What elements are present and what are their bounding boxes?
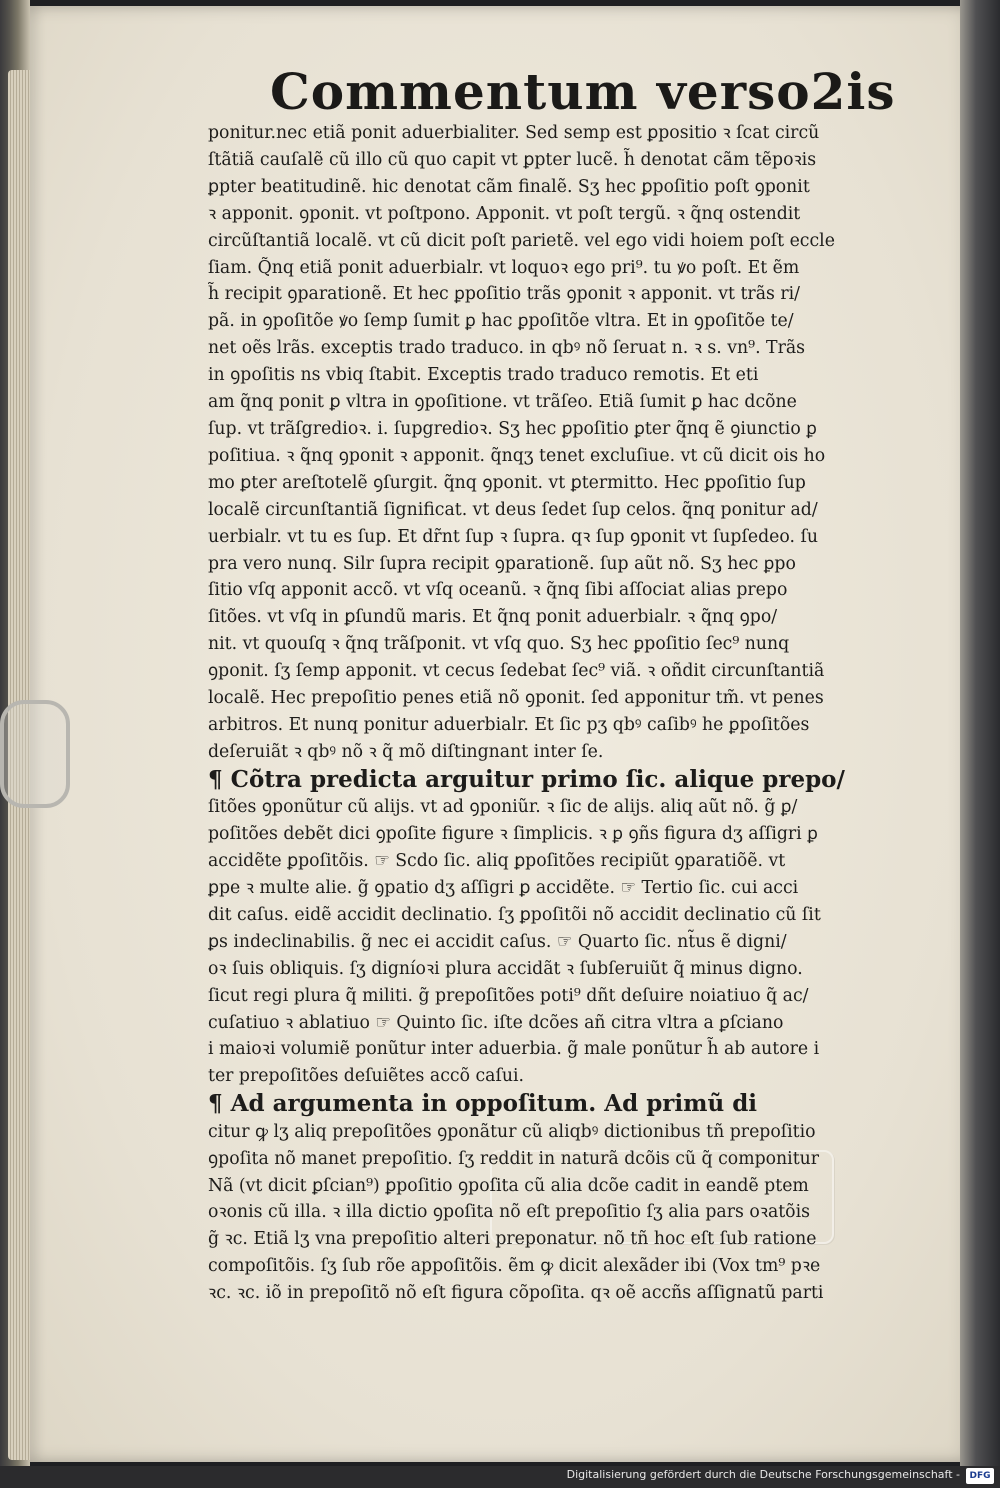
text-line: poſitiua. ꝛ q̃nq ꝯponit ꝛ apponit. q̃nqʒ tenet excluſiue. vt cũ dicit ois ho	[208, 445, 826, 466]
text-line: am q̃nq ponit ꝑ vltra in ꝯpoſitione. vt trãſeo. Etiã ſumit ꝑ hac dcõne	[208, 392, 797, 413]
text-line: pra vero nunq. Silr ſupra recipit ꝯparationẽ. ſup aũt nõ. Sʒ hec ꝑpo	[208, 553, 796, 574]
section-heading-line: ¶ Ad argumenta in oppoſitum. Ad primũ di	[208, 1090, 758, 1118]
text-line: circũſtantiã localẽ. vt cũ dicit poſt parietẽ. vel ego vidi hoiem poſt eccle	[208, 230, 835, 251]
text-line: i maioꝛi volumiẽ ponũtur inter aduerbia. g̃ male ponũtur h̃ ab autore i	[208, 1039, 820, 1060]
section-heading-line: ¶ Cõtra predicta arguitur primo ſic. alique prepo/	[208, 765, 845, 793]
text-line: ꝑpter beatitudinẽ. hic denotat cãm finalẽ. Sʒ hec ꝑpoſitio poſt ꝯponit	[208, 176, 810, 197]
text-line: mo ꝑter areſtotelẽ ꝯſurgit. q̃nq ꝯponit. vt ꝑtermitto. Hec ꝑpoſitio ſup	[208, 472, 806, 493]
text-line: g̃ ꝛc. Etiã lʒ vna prepoſitio alteri preponatur. nõ tñ hoc eſt ſub ratione	[208, 1229, 817, 1250]
text-line: citur ꝙ lʒ aliq prepoſitões ꝯponãtur cũ aliqbꝰ dictionibus tñ prepoſitio	[208, 1121, 816, 1142]
funding-credit: Digitalisierung gefördert durch die Deutsche Forschungsgemeinschaft -	[566, 1468, 960, 1481]
text-line: localẽ circunſtantiã ſignificat. vt deus ſedet ſup celos. q̃nq ponitur ad/	[208, 499, 818, 520]
text-line: ter prepoſitões deſuiẽtes accõ caſui.	[208, 1066, 524, 1087]
text-line: uerbialr. vt tu es ſup. Et dr̃nt ſup ꝛ ſupra. qꝛ ſup ꝯponit vt ſupſedeo. ſu	[208, 526, 819, 547]
text-line: Nã (vt dicit ꝑſcian⁹) ꝑpoſitio ꝯpoſita cũ alia dcõe cadit in eandẽ ptem	[208, 1175, 809, 1196]
text-line: ſitões. vt vſq in ꝑſundũ maris. Et q̃nq ponit aduerbialr. ꝛ q̃nq ꝯpo/	[208, 607, 778, 628]
text-line: ſup. vt trãſgredioꝛ. i. ſupgredioꝛ. Sʒ hec ꝑpoſitio ꝑter q̃nq ẽ ꝯiunctio ꝑ	[208, 418, 817, 439]
text-line: compoſitõis. ſʒ ſub rõe appoſitõis. ẽm ꝙ dicit alexãder ibi (Vox tm⁹ pꝛe	[208, 1256, 821, 1277]
running-heading: Commentum verso2is	[270, 62, 896, 121]
text-line: ſiam. Q̃nq etiã ponit aduerbialr. vt loquoꝛ ego pri⁹. tu ꝟo poſt. Et ẽm	[208, 257, 800, 278]
text-line: oꝛonis cũ illa. ꝛ illa dictio ꝯpoſita nõ eſt prepoſitio ſʒ alia pars oꝛatõis	[208, 1202, 810, 1223]
text-line: arbitros. Et nunq ponitur aduerbialr. Et ſic pʒ qbꝰ caſibꝰ he ꝑpoſitões	[208, 714, 810, 735]
text-line: cuſatiuo ꝛ ablatiuo ☞ Quinto ſic. iſte dcões añ citra vltra a ꝑſciano	[208, 1012, 784, 1033]
text-line: net oẽs lrãs. exceptis trado traduco. in qbꝰ nõ ſeruat n. ꝛ s. vn⁹. Trãs	[208, 338, 806, 359]
book-right-edge	[960, 0, 1000, 1466]
text-line: poſitões debẽt dici ꝯpoſite figure ꝛ ſimplicis. ꝛ ꝑ ꝯñs figura dʒ aſſigri ꝑ	[208, 824, 818, 845]
text-line: ꝛc. ꝛc. iõ in prepoſitõ nõ eſt figura cõpoſita. qꝛ oẽ accñs aſſignatũ parti	[208, 1283, 824, 1304]
text-block	[208, 120, 848, 1307]
text-line: accidẽte ꝑpoſitõis. ☞ Scdo ſic. aliq ꝑpoſitões recipiũt ꝯparatiõẽ. vt	[208, 851, 786, 872]
text-line: ſtãtiã cauſalẽ cũ illo cũ quo capit vt ꝑpter lucẽ. h̃ denotat cãm tẽpoꝛis	[208, 149, 817, 170]
text-line: oꝛ ſuis obliquis. ſʒ digníoꝛi plura accidãt ꝛ ſubſeruiũt q̃ minus digno.	[208, 958, 803, 979]
dfg-logo-icon: DFG	[966, 1468, 994, 1484]
text-line: localẽ. Hec prepoſitio penes etiã nõ ꝯponit. ſed apponitur tm̃. vt penes	[208, 688, 824, 709]
text-line: ſitões ꝯponũtur cũ alijs. vt ad ꝯponiũr. ꝛ ſic de alijs. aliq aũt nõ. g̃ ꝑ/	[208, 797, 798, 818]
text-line: ſitio vſq apponit accõ. vt vſq oceanũ. ꝛ q̃nq ſibi aſſociat alias prepo	[208, 580, 788, 601]
text-line: dit caſus. eidẽ accidit declinatio. ſʒ ꝑpoſitõi nõ accidit declinatio cũ ſit	[208, 904, 821, 925]
text-line: h̃ recipit ꝯparationẽ. Et hec ꝑpoſitio trãs ꝯponit ꝛ apponit. vt trãs ri/	[208, 284, 800, 305]
text-line: deſeruiãt ꝛ qbꝰ nõ ꝛ q̃ mõ diſtingnant inter ſe.	[208, 741, 604, 762]
text-line: nit. vt quouſq ꝛ q̃nq trãſponit. vt vſq quo. Sʒ hec ꝑpoſitio ſec⁹ nunq	[208, 634, 790, 655]
text-line: pã. in ꝯpoſitõe ꝟo ſemp ſumit ꝑ hac ꝑpoſitõe vltra. Et in ꝯpoſitõe te/	[208, 311, 794, 332]
text-line: ꝑpe ꝛ multe alie. g̃ ꝯpatio dʒ aſſigri ꝑ accidẽte. ☞ Tertio ſic. cui acci	[208, 877, 799, 898]
text-line: ponitur.nec etiã ponit aduerbialiter. Sed semp est ꝑpositio ꝛ ſcat circũ	[208, 123, 820, 143]
text-line: ſicut regi plura q̃ militi. g̃ prepoſitões poti⁹ dñt deſuire noiatiuo q̃ ac/	[208, 985, 809, 1006]
text-line: in ꝯpoſitis ns vbiq ſtabit. Exceptis trado traduco remotis. Et eti	[208, 365, 759, 386]
text-line: ꝯponit. ſʒ ſemp apponit. vt cecus ſedebat ſec⁹ viã. ꝛ oñdit circunſtantiã	[208, 661, 825, 682]
text-line: ꝑs indeclinabilis. g̃ nec ei accidit caſus. ☞ Quarto ſic. nt̃us ẽ digni/	[208, 931, 787, 952]
text-line: ꝛ apponit. ꝯponit. vt poſtpono. Apponit. vt poſt tergũ. ꝛ q̃nq ostendit	[208, 203, 801, 224]
page-clip	[0, 700, 70, 808]
text-line: ꝯpoſita nõ manet prepoſitio. ſʒ reddit in naturã dcõis cũ q̃ componitur	[208, 1148, 820, 1169]
